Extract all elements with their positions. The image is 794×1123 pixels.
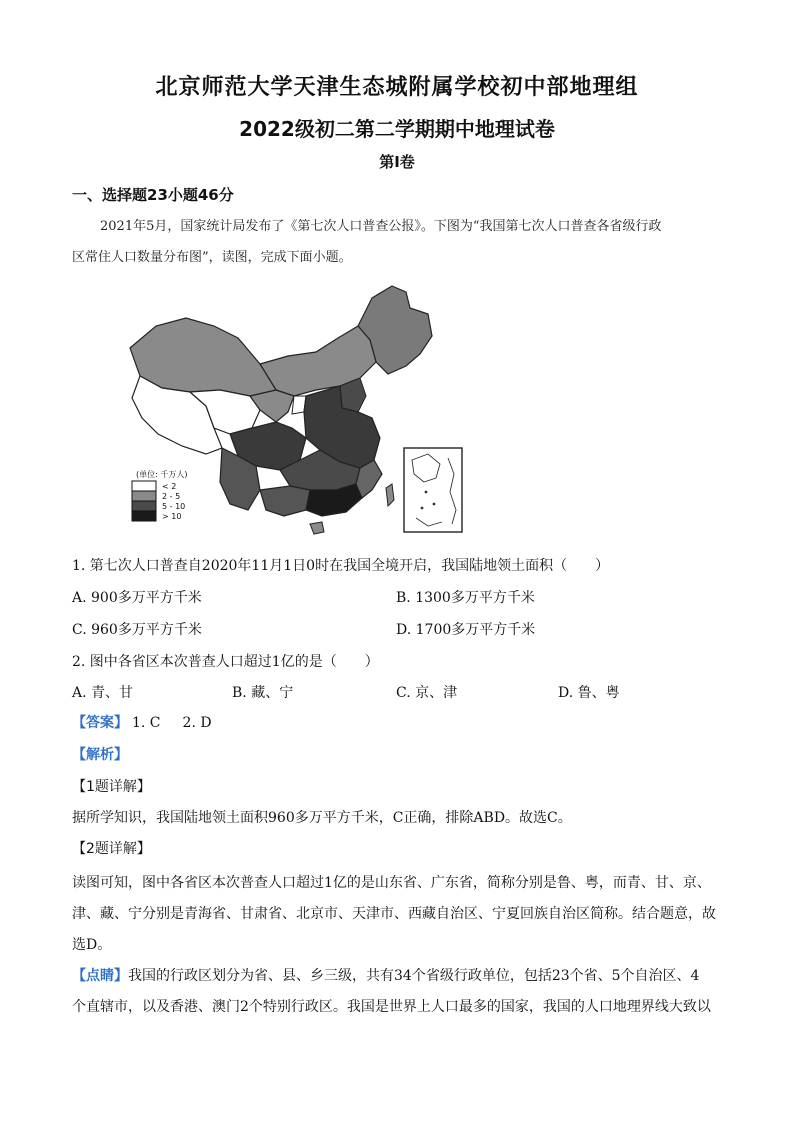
answer-1: 1. C: [132, 715, 161, 731]
map-region-hainan: [310, 522, 324, 534]
question-1-option-d: D. 1700多万平方千米: [396, 622, 536, 638]
legend-label-2-5: 2 - 5: [162, 492, 181, 501]
population-map: [110, 278, 478, 540]
volume-label: 第Ⅰ卷: [379, 153, 415, 171]
answer-line: [72, 712, 212, 732]
question-2-option-d: D. 鲁、粤: [558, 685, 620, 701]
legend-swatch-2-5: [132, 491, 156, 501]
section-heading: 一、选择题23小题46分: [72, 186, 234, 204]
intro-line-1: 2021年5月，国家统计局发布了《第七次人口普查公报》。下图为“我国第七次人口普查各省级行政: [100, 219, 662, 234]
tip-line-2: 个直辖市，以及香港、澳门2个特别行政区。我国是世界上人口最多的国家，我国的人口地理界线大致以: [72, 999, 711, 1015]
exam-title: 2022级初二第二学期期中地理试卷: [239, 117, 555, 141]
map-legend: [132, 469, 187, 521]
question-2-option-b: B. 藏、宁: [232, 685, 294, 701]
question-2-stem: 2. 图中各省区本次普查人口超过1亿的是（ ）: [72, 654, 379, 670]
answer-2: 2. D: [182, 715, 212, 731]
analysis-tag: 【解析】: [72, 747, 128, 763]
tip-paragraph: [72, 961, 722, 1023]
tip-tag: 【点睛】: [72, 968, 128, 984]
detail-1-text: 据所学知识，我国陆地领土面积960多万平方千米，C正确，排除ABD。故选C。: [72, 810, 572, 826]
question-2-option-c: C. 京、津: [396, 685, 458, 701]
legend-label-lt2: < 2: [162, 482, 177, 491]
detail-2-heading: 【2题详解】: [72, 841, 151, 857]
question-1-option-b: B. 1300多万平方千米: [396, 590, 535, 606]
legend-label-gt10: > 10: [162, 512, 182, 521]
question-2-option-a: A. 青、甘: [72, 685, 134, 701]
detail-2-line-3: 选D。: [72, 937, 112, 953]
analysis-line: [72, 744, 128, 764]
legend-label-5-10: 5 - 10: [162, 502, 186, 511]
legend-swatch-lt2: [132, 481, 156, 491]
map-region-taiwan: [386, 484, 394, 506]
detail-2-line-1: 读图可知，图中各省区本次普查人口超过1亿的是山东省、广东省，简称分别是鲁、粤，而青、甘、京、: [72, 875, 711, 891]
question-1-option-c: C. 960多万平方千米: [72, 622, 202, 638]
legend-swatch-gt10: [132, 511, 156, 521]
intro-paragraph: [72, 211, 722, 273]
detail-2-line-2: 津、藏、宁分别是青海省、甘肃省、北京市、天津市、西藏自治区、宁夏回族自治区简称。结合题意，故: [72, 906, 716, 922]
question-1-option-a: A. 900多万平方千米: [72, 590, 202, 606]
tip-line-1-text: 我国的行政区划分为省、县、乡三级，共有34个省级行政单位，包括23个省、5个自治区、4: [128, 968, 700, 984]
legend-title: (单位: 千万人): [136, 470, 188, 479]
legend-swatch-5-10: [132, 501, 156, 511]
map-region-guangxi: [260, 486, 310, 516]
question-1-stem: 1. 第七次人口普查自2020年11月1日0时在我国全境开启，我国陆地领土面积（ ）: [72, 558, 610, 574]
tip-line-1: [72, 961, 722, 992]
detail-1-heading: 【1题详解】: [72, 779, 151, 795]
detail-2-text: [72, 868, 722, 961]
answer-tag: 【答案】: [72, 715, 128, 731]
intro-line-2: 区常住人口数量分布图”，读图，完成下面小题。: [72, 250, 352, 265]
school-title: 北京师范大学天津生态城附属学校初中部地理组: [155, 75, 639, 100]
